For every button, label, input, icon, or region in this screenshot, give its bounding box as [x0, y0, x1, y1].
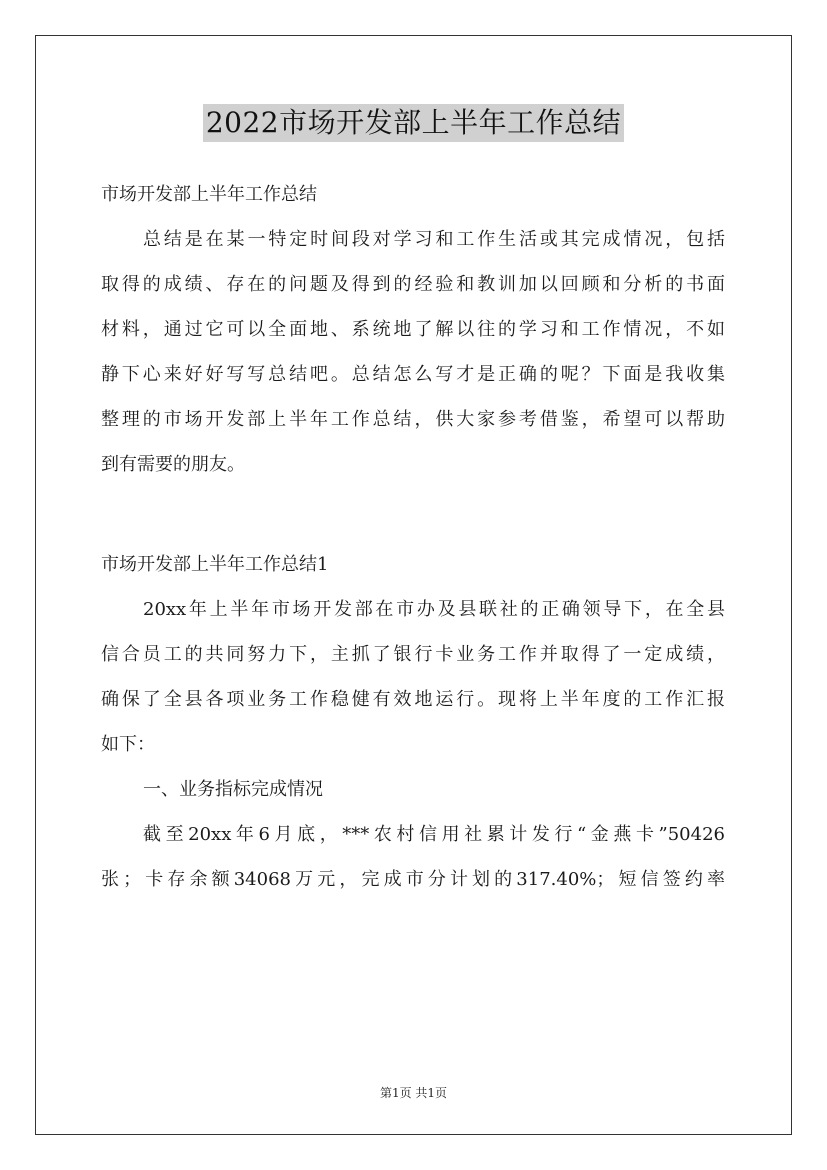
paragraph-line: 整理的市场开发部上半年工作总结，供大家参考借鉴，希望可以帮助 [101, 409, 725, 430]
paragraph-line: 张；卡存余额34068万元，完成市分计划的317.40%；短信签约率 [101, 869, 725, 890]
paragraph-line: 如下： [101, 734, 155, 755]
document-subtitle: 市场开发部上半年工作总结 [101, 184, 317, 205]
paragraph-line: 信合员工的共同努力下，主抓了银行卡业务工作并取得了一定成绩， [101, 644, 725, 665]
paragraph-line: 取得的成绩、存在的问题及得到的经验和教训加以回顾和分析的书面 [101, 274, 725, 295]
paragraph-line: 确保了全县各项业务工作稳健有效地运行。现将上半年度的工作汇报 [101, 689, 725, 710]
paragraph-line: 总结是在某一特定时间段对学习和工作生活或其完成情况，包括 [143, 229, 725, 250]
section-heading: 市场开发部上半年工作总结1 [101, 554, 329, 575]
paragraph-line: 到有需要的朋友。 [101, 454, 245, 475]
subsection-heading: 一、业务指标完成情况 [143, 779, 323, 800]
paragraph-line: 静下心来好好写写总结吧。总结怎么写才是正确的呢？下面是我收集 [101, 364, 725, 385]
document-title: 2022市场开发部上半年工作总结 [203, 104, 624, 142]
title-wrap [0, 104, 827, 142]
paragraph-line: 截至20xx年6月底，***农村信用社累计发行“金燕卡”50426 [143, 824, 725, 845]
section-spacer [101, 487, 725, 542]
document-body [101, 172, 725, 902]
paragraph-line: 材料，通过它可以全面地、系统地了解以往的学习和工作情况，不如 [101, 319, 725, 340]
paragraph-line: 20xx年上半年市场开发部在市办及县联社的正确领导下，在全县 [143, 599, 725, 620]
page-footer: 第1页 共1页 [379, 1086, 448, 1100]
